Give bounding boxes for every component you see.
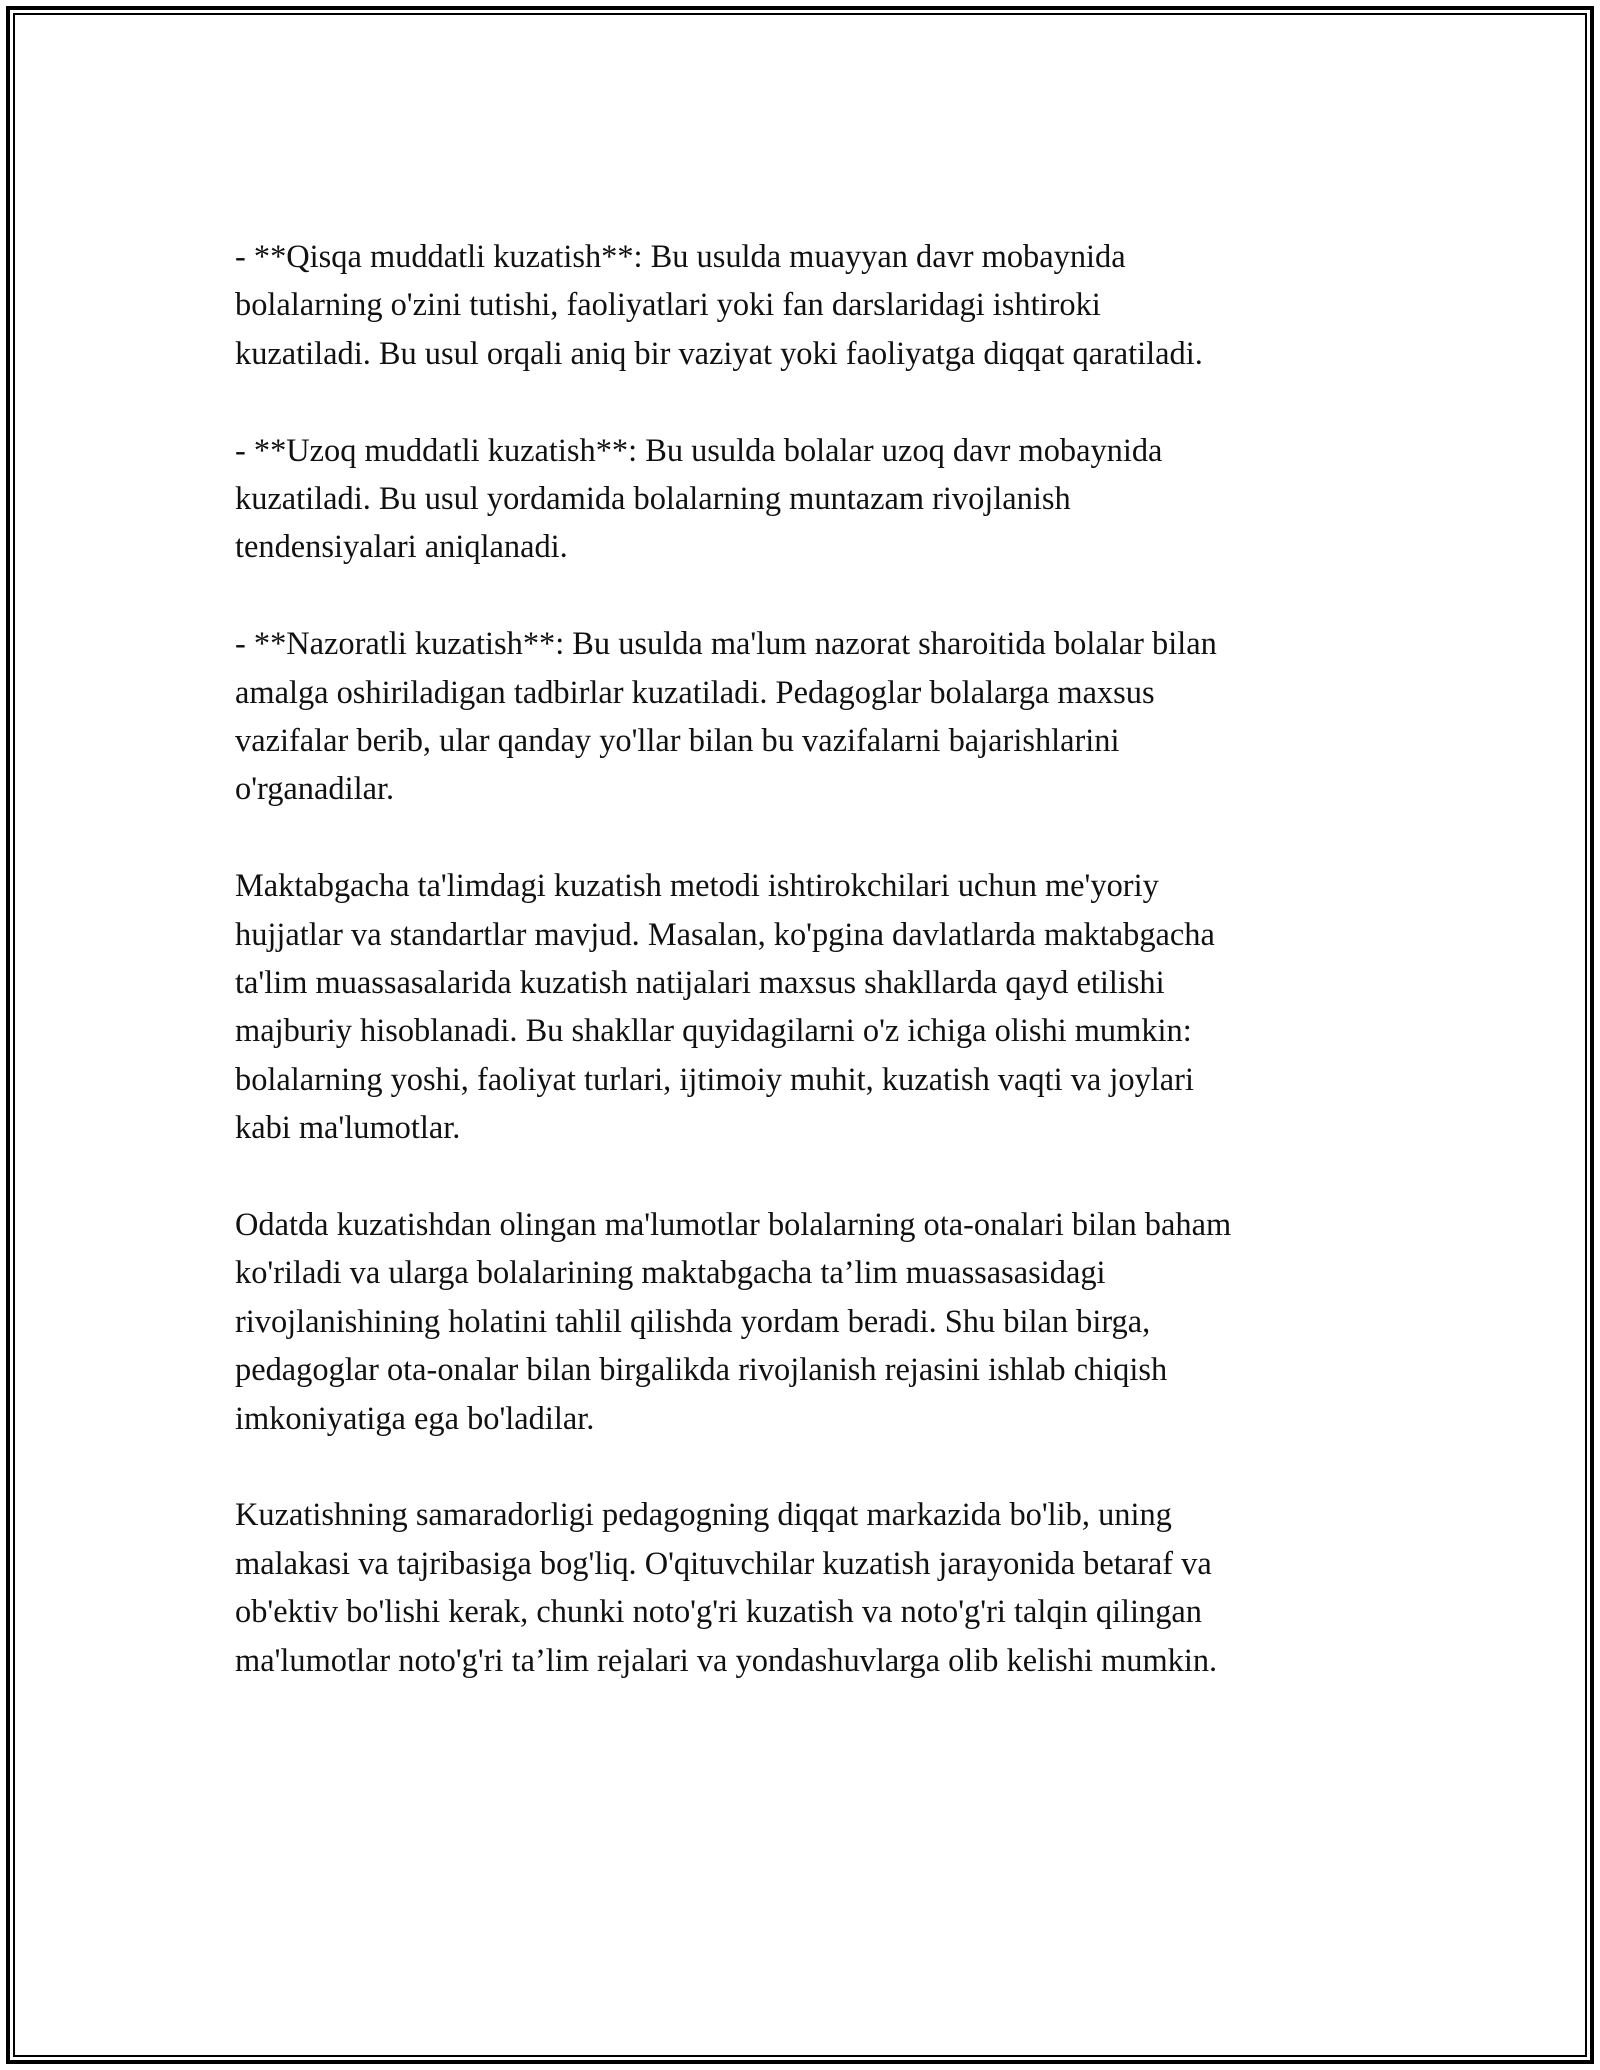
text-line: bolalarning yoshi, faoliyat turlari, ijtimoiy muhit, kuzatish vaqti va joylari <box>235 1061 1194 1098</box>
text-line: amalga oshiriladigan tadbirlar kuzatiladi. Pedagoglar bolalarga maxsus <box>235 674 1155 711</box>
text-line: Kuzatishning samaradorligi pedagogning diqqat markazida bo'lib, uning <box>235 1497 1172 1534</box>
text-line: - **Qisqa muddatli kuzatish**: Bu usulda muayyan davr mobaynida <box>235 239 1126 275</box>
text-line: kabi ma'lumotlar. <box>235 1110 461 1147</box>
text-line: ma'lumotlar noto'g'ri ta’lim rejalari va yondashuvlarga olib kelishi mumkin. <box>235 1642 1218 1679</box>
text-line: o'rganadilar. <box>235 771 395 808</box>
document-body <box>235 233 1395 1734</box>
text-line: malakasi va tajribasiga bog'liq. O'qituvchilar kuzatish jarayonida betaraf va <box>235 1545 1212 1582</box>
text-line: - **Nazoratli kuzatish**: Bu usulda ma'lum nazorat sharoitida bolalar bilan <box>235 626 1217 663</box>
text-line: kuzatiladi. Bu usul orqali aniq bir vaziyat yoki faoliyatga diqqat qaratiladi. <box>235 335 1203 372</box>
text-line: - **Uzoq muddatli kuzatish**: Bu usulda bolalar uzoq davr mobaynida <box>235 432 1163 469</box>
text-line: Maktabgacha ta'limdagi kuzatish metodi ishtirokchilari uchun me'yoriy <box>235 868 1159 905</box>
text-line: vazifalar berib, ular qanday yo'llar bilan bu vazifalarni bajarishlarini <box>235 723 1120 760</box>
text-line: imkoniyatiga ega bo'ladilar. <box>235 1400 595 1437</box>
text-line: tendensiyalari aniqlanadi. <box>235 529 568 566</box>
paragraph-controlled-observation <box>235 620 1395 814</box>
text-line: kuzatiladi. Bu usul yordamida bolalarning muntazam rivojlanish <box>235 481 1071 518</box>
paragraph-short-term-observation <box>235 233 1395 378</box>
paragraph-long-term-observation <box>235 427 1395 572</box>
text-line: ob'ektiv bo'lishi kerak, chunki noto'g'ri kuzatish va noto'g'ri talqin qilingan <box>235 1594 1202 1631</box>
text-line: rivojlanishining holatini tahlil qilishda yordam beradi. Shu bilan birga, <box>235 1303 1151 1340</box>
text-line: bolalarning o'zini tutishi, faoliyatlari yoki fan darslaridagi ishtiroki <box>235 287 1101 324</box>
text-line: hujjatlar va standartlar mavjud. Masalan, ko'pgina davlatlarda maktabgacha <box>235 916 1215 953</box>
paragraph-parents <box>235 1201 1395 1443</box>
text-line: ta'lim muassasalarida kuzatish natijalari maxsus shakllarda qayd etilishi <box>235 965 1165 1002</box>
text-line: pedagoglar ota-onalar bilan birgalikda rivojlanish rejasini ishlab chiqish <box>235 1352 1168 1389</box>
text-line: ko'riladi va ularga bolalarining maktabgacha ta’lim muassasasidagi <box>235 1255 1106 1292</box>
text-line: Odatda kuzatishdan olingan ma'lumotlar bolalarning ota-onalari bilan baham <box>235 1207 1232 1244</box>
paragraph-standards <box>235 862 1395 1152</box>
text-line: majburiy hisoblanadi. Bu shakllar quyidagilarni o'z ichiga olishi mumkin: <box>235 1013 1192 1050</box>
paragraph-effectiveness <box>235 1491 1395 1685</box>
